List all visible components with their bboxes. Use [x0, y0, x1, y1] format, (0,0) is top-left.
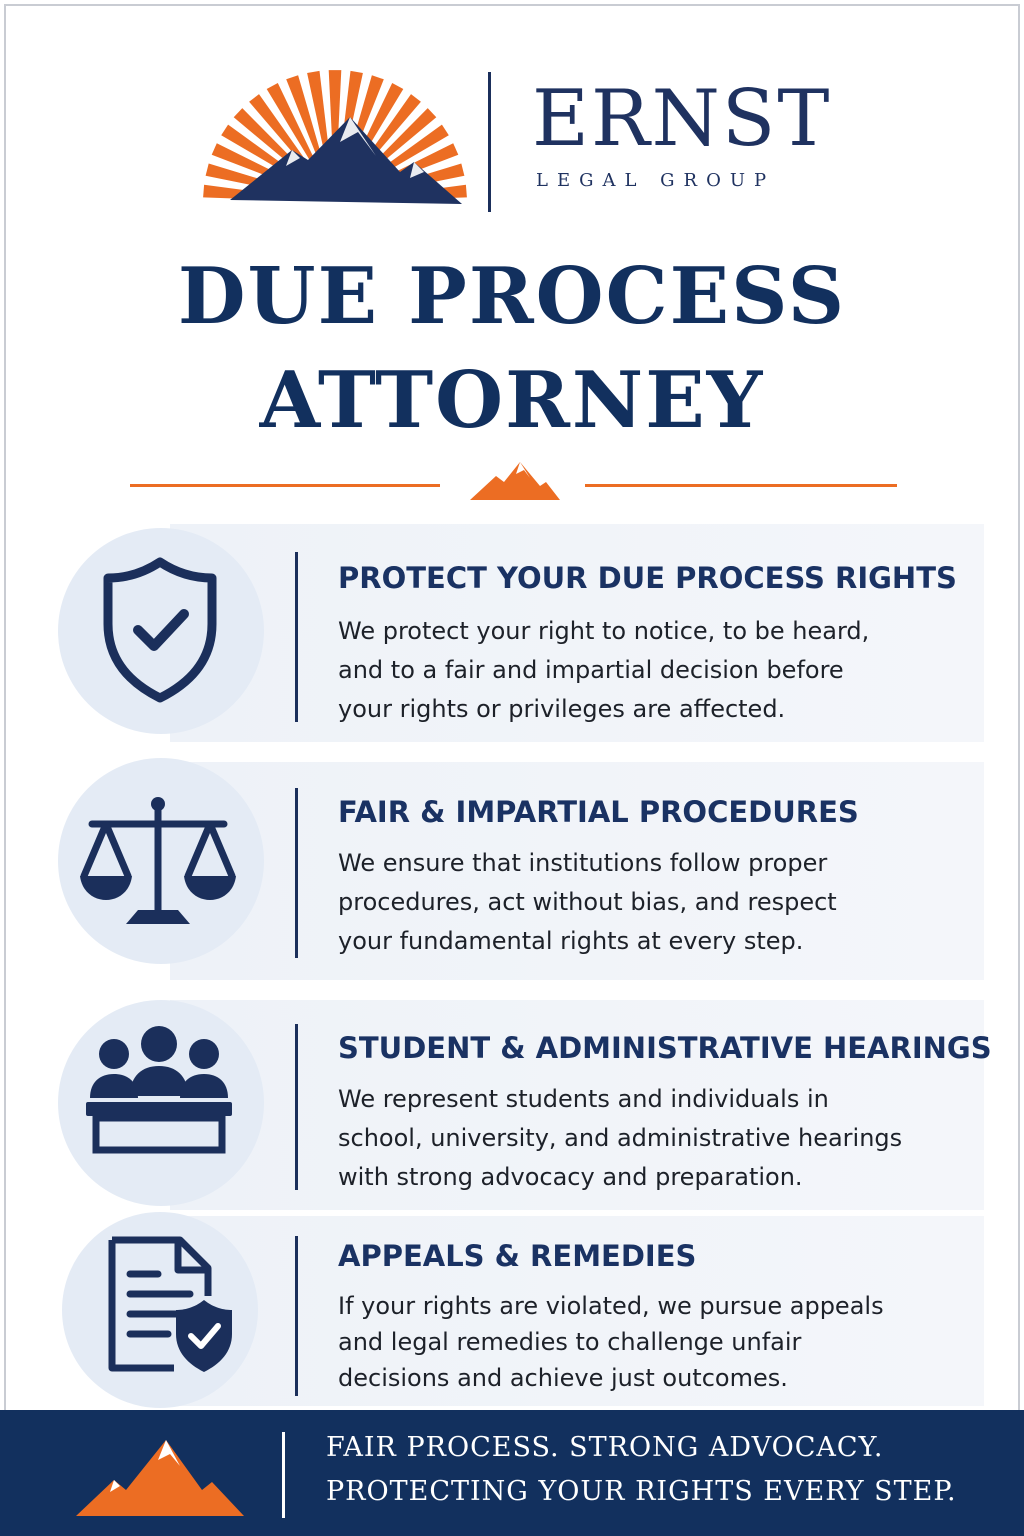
feature-fair-procedures — [50, 762, 984, 980]
footer-banner — [0, 1410, 1024, 1536]
footer-tagline-1: FAIR PROCESS. STRONG ADVOCACY. — [326, 1432, 884, 1463]
feature-divider — [295, 1024, 298, 1190]
hearing-panel-icon — [84, 1026, 234, 1156]
feature-appeals — [50, 1216, 984, 1406]
page-title-line-2: ATTORNEY — [259, 355, 765, 446]
sunrise-mountain-logo-icon — [200, 62, 470, 212]
feature-description — [338, 612, 958, 729]
feature-line: procedures, act without bias, and respect — [338, 888, 837, 916]
feature-heading: STUDENT & ADMINISTRATIVE HEARINGS — [338, 1031, 992, 1065]
feature-line: with strong advocacy and preparation. — [338, 1163, 803, 1191]
feature-line: your fundamental rights at every step. — [338, 927, 804, 955]
footer-tagline-2: PROTECTING YOUR RIGHTS EVERY STEP. — [326, 1476, 957, 1507]
logo-divider — [488, 72, 491, 212]
footer-divider — [282, 1432, 285, 1518]
feature-line: We represent students and individuals in — [338, 1085, 829, 1113]
feature-line: We protect your right to notice, to be heard, — [338, 617, 870, 645]
document-shield-icon — [106, 1236, 236, 1376]
feature-due-process-rights — [50, 524, 984, 742]
feature-heading: APPEALS & REMEDIES — [338, 1239, 697, 1273]
title-rule-right — [585, 484, 897, 487]
feature-line: We ensure that institutions follow proper — [338, 849, 828, 877]
feature-divider — [295, 1236, 298, 1396]
mountain-peak-icon — [466, 458, 562, 504]
shield-check-icon — [100, 554, 220, 704]
brand-logo — [200, 62, 860, 222]
feature-line: and to a fair and impartial decision before — [338, 656, 844, 684]
mountain-logo-icon — [74, 1428, 246, 1518]
feature-description — [338, 1080, 958, 1197]
feature-description — [338, 844, 958, 961]
feature-line: school, university, and administrative hearings — [338, 1124, 903, 1152]
feature-heading: FAIR & IMPARTIAL PROCEDURES — [338, 795, 859, 829]
title-rule-left — [130, 484, 440, 487]
feature-divider — [295, 552, 298, 722]
feature-line: decisions and achieve just outcomes. — [338, 1364, 788, 1392]
feature-line: If your rights are violated, we pursue appeals — [338, 1292, 884, 1320]
feature-hearings — [50, 1000, 992, 1210]
feature-heading: PROTECT YOUR DUE PROCESS RIGHTS — [338, 561, 957, 595]
feature-divider — [295, 788, 298, 958]
brand-subtitle: LEGAL GROUP — [536, 170, 776, 191]
feature-description — [338, 1288, 958, 1396]
feature-line: your rights or privileges are affected. — [338, 695, 786, 723]
scales-icon — [78, 792, 238, 932]
page-title-line-1: DUE PROCESS — [177, 251, 847, 342]
brand-name: ERNST — [532, 74, 832, 164]
feature-line: and legal remedies to challenge unfair — [338, 1328, 802, 1356]
